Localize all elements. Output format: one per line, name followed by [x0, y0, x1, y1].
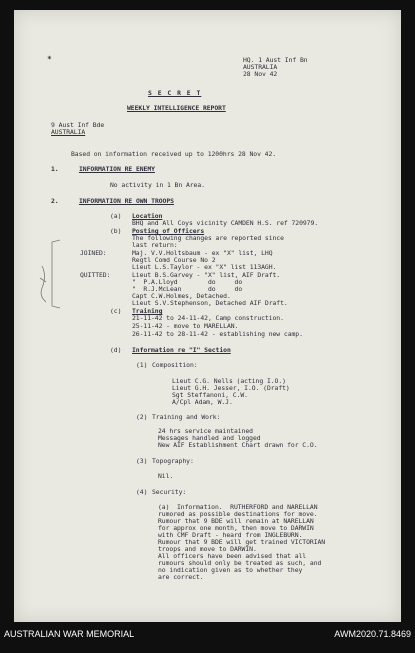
security-line-6: Rumour that 9 BDE will get trained VICTORIAN [158, 538, 326, 546]
security-line-8: All officers have been advised that all [158, 552, 307, 560]
i-section-title: Information re "I" Section [132, 346, 231, 354]
composition-title: Composition: [152, 361, 198, 369]
training-work-line-2: Messages handled and logged [158, 434, 261, 442]
topography-text: Nil. [158, 472, 174, 480]
i-section-label: (d) [110, 346, 122, 354]
composition-label: (1) [136, 361, 148, 369]
quitted-line-1: Lieut B.S.Garvey - "X" list, AIF Draft. [132, 271, 281, 279]
security-line-1: (a) Information. RUTHERFORD and NARELLAN [158, 503, 318, 511]
joined-label: JOINED: [80, 249, 107, 257]
topography-title: Topography: [152, 457, 194, 465]
header-hq: HQ. 1 Aust Inf Bn [243, 56, 308, 64]
composition-line-4: A/Cpl Adam, W.J. [172, 398, 233, 406]
training-line-3: 26-11-42 to 28-11-42 - establishing new camp. [132, 330, 303, 338]
pen-mark: ✶ [47, 53, 52, 62]
posting-line-1: The following changes are reported since [132, 234, 284, 242]
training-label: (c) [110, 307, 122, 315]
training-work-title: Training and Work: [152, 413, 221, 421]
training-work-label: (2) [136, 413, 148, 421]
security-line-11: are correct. [158, 573, 204, 581]
header-date: 28 Nov 42 [243, 70, 278, 78]
composition-line-1: Lieut C.G. Nells (acting I.O.) [172, 377, 286, 385]
security-line-3: Rumour that 9 BDE will remain at NARELLAN [158, 517, 314, 525]
quitted-line-4: Capt C.W.Holmes, Detached. [132, 292, 231, 300]
report-title: WEEKLY INTELLIGENCE REPORT [127, 104, 226, 112]
quitted-line-5: Lieut S.V.Stephenson, Detached AIF Draft. [132, 299, 288, 307]
security-line-2: rumored as possible destinations for move. [158, 510, 318, 518]
joined-line-1: Maj. V.V.Holtsbaum - ex "X" list, LHQ [132, 249, 273, 257]
training-line-1: 21-11-42 to 24-11-42, Camp construction. [132, 314, 284, 322]
topography-label: (3) [136, 457, 148, 465]
training-line-2: 25-11-42 - move to MARELLAN. [132, 322, 239, 330]
security-title: Security: [152, 488, 187, 496]
section-1-title: INFORMATION RE ENEMY [79, 165, 155, 173]
training-work-line-3: New AIF Establishment Chart drawn for C.O. [158, 441, 318, 449]
section-2-title: INFORMATION RE OWN TROOPS [79, 197, 174, 205]
header-place: AUSTRALIA [243, 63, 278, 71]
security-line-4: for approx one month, then move to DARWIN [158, 524, 314, 532]
footer-bar [0, 622, 415, 653]
section-1-number: 1. [51, 165, 59, 173]
location-title: Location [132, 212, 163, 220]
classification: S E C R E T [148, 89, 202, 97]
margin-annotation-mark [36, 236, 66, 326]
section-2-number: 2. [51, 197, 59, 205]
location-text: BHQ and All Coys vicinity CAMDEN H.S. ref 720979. [132, 219, 319, 227]
posting-line-2: last return: [132, 241, 178, 249]
footer-source: AUSTRALIAN WAR MEMORIAL [4, 629, 135, 639]
unit-line-1: 9 Aust Inf Bde [51, 121, 105, 129]
posting-title: Posting of Officers [132, 227, 205, 235]
posting-label: (b) [110, 227, 122, 235]
unit-line-2: AUSTRALIA [51, 128, 86, 136]
footer-accession-number: AWM2020.71.8469 [334, 629, 411, 639]
security-line-9: rumours should only be treated as such, and [158, 559, 322, 567]
location-label: (a) [110, 212, 122, 220]
composition-line-3: Sgt Steffanoni, C.W. [172, 391, 248, 399]
security-line-5: with CMF Draft - heard from INGLEBURN. [158, 531, 303, 539]
security-label: (4) [136, 488, 148, 496]
document-page [14, 10, 401, 622]
training-title: Training [132, 307, 163, 315]
quitted-line-2: " P.A.Lloyd do do [132, 278, 243, 286]
quitted-line-3: " R.J.McLean do do [132, 285, 243, 293]
composition-line-2: Lieut G.H. Jesser, I.O. (Draft) [172, 384, 290, 392]
joined-line-3: Lieut L.S.Taylor - ex "X" list 113AGH. [132, 263, 277, 271]
security-line-10: no indication given as to whether they [158, 566, 303, 574]
quitted-label: QUITTED: [80, 271, 111, 279]
intro-text: Based on information received up to 1200hrs 28 Nov 42. [71, 150, 277, 158]
security-line-7: troops and move to DARWIN. [158, 545, 257, 553]
training-work-line-1: 24 hrs service maintained [158, 427, 253, 435]
joined-line-2: Regtl Comd Course No 2 [132, 256, 216, 264]
section-1-text: No activity in 1 Bn Area. [110, 181, 205, 189]
